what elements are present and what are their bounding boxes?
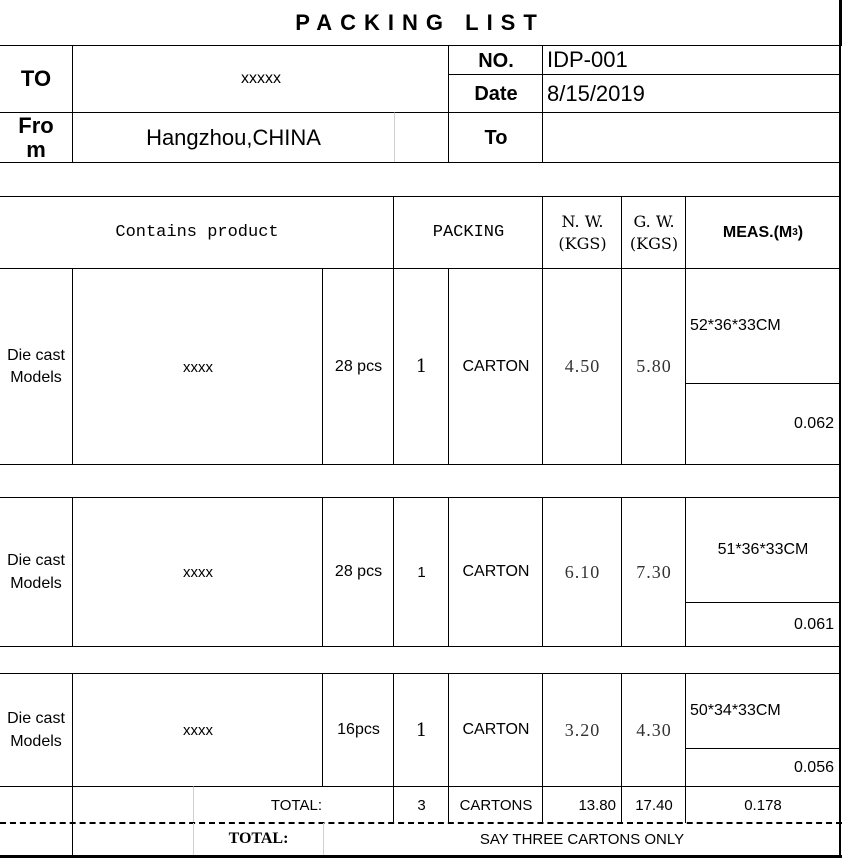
spacer-row	[0, 162, 840, 197]
col-meas-close: )	[797, 223, 804, 241]
no-value[interactable]: IDP-001	[542, 45, 840, 75]
item-cbm: 0.062	[685, 383, 840, 465]
from-value[interactable]: Hangzhou,CHINA	[72, 112, 394, 163]
col-product: Contains product	[0, 196, 394, 269]
total-gw: 17.40	[621, 786, 686, 823]
item-dims: 51*36*33CM	[685, 497, 840, 603]
total-label-2: TOTAL:	[193, 823, 323, 856]
item-cartons: 1	[393, 268, 449, 465]
item-cartons: 1	[393, 673, 449, 787]
item-nw: 6.10	[542, 497, 622, 647]
to2-label: To	[448, 112, 543, 163]
to-value[interactable]: xxxxx	[72, 45, 449, 113]
item-qty: 28 pcs	[322, 268, 394, 465]
no-label: NO.	[448, 45, 543, 75]
col-packing: PACKING	[393, 196, 543, 269]
item-gw: 5.80	[621, 268, 686, 465]
item-gw: 7.30	[621, 497, 686, 647]
total-cbm: 0.178	[685, 786, 840, 823]
col-meas-label: MEAS.(M	[722, 223, 793, 241]
item-unit: CARTON	[448, 497, 543, 647]
total-blank	[0, 786, 72, 823]
item-nw: 4.50	[542, 268, 622, 465]
spacer-row	[0, 464, 840, 498]
col-nw: N. W. (KGS)	[542, 196, 622, 269]
item-dims: 50*34*33CM	[685, 673, 840, 749]
item-gw: 4.30	[621, 673, 686, 787]
item-name: xxxx	[72, 497, 323, 647]
from-spacer	[394, 112, 449, 163]
item-nw: 3.20	[542, 673, 622, 787]
item-category: Die cast Models	[0, 673, 72, 787]
item-qty: 16pcs	[322, 673, 394, 787]
item-cbm: 0.056	[685, 748, 840, 787]
spacer-row	[0, 646, 840, 674]
to2-value[interactable]	[542, 112, 840, 163]
page-title: PACKING LIST	[0, 0, 842, 46]
item-name: xxxx	[72, 673, 323, 787]
total-nw: 13.80	[542, 786, 622, 823]
item-unit: CARTON	[448, 268, 543, 465]
item-unit: CARTON	[448, 673, 543, 787]
say-total: SAY THREE CARTONS ONLY	[323, 823, 840, 856]
total-unit: CARTONS	[448, 786, 543, 823]
col-gw: G. W. (KGS)	[621, 196, 686, 269]
date-value[interactable]: 8/15/2019	[542, 74, 840, 113]
divider	[72, 823, 73, 856]
date-label: Date	[448, 74, 543, 113]
total-cartons: 3	[393, 786, 449, 823]
item-cartons: 1	[393, 497, 449, 647]
item-name: xxxx	[72, 268, 323, 465]
total-label: TOTAL:	[193, 786, 394, 823]
item-category: Die cast Models	[0, 268, 72, 465]
item-cbm: 0.061	[685, 602, 840, 647]
from-label: From	[0, 112, 72, 163]
col-meas-sup: 3	[792, 227, 798, 238]
total-blank2	[72, 786, 193, 823]
item-dims: 52*36*33CM	[685, 268, 840, 384]
item-qty: 28 pcs	[322, 497, 394, 647]
to-label: TO	[0, 45, 72, 113]
item-category: Die cast Models	[0, 497, 72, 647]
col-meas	[685, 196, 840, 269]
